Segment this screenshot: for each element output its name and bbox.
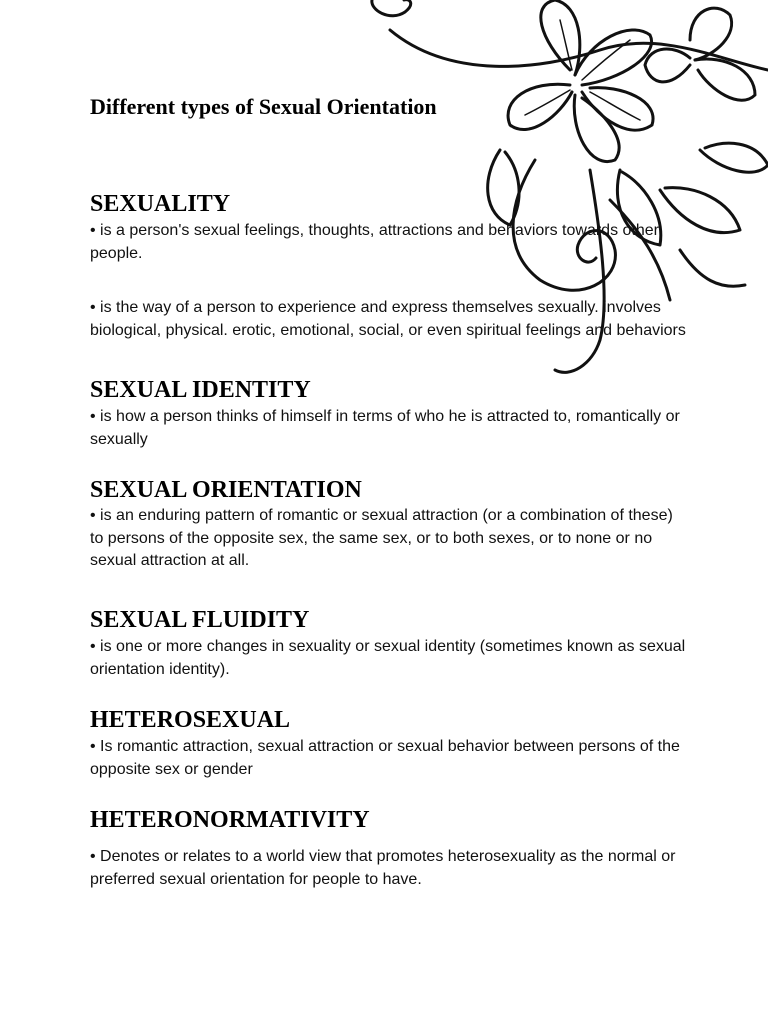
- sexuality-definition-2: • is the way of a person to experience and express themselves sexually. involves biological, physical. erotic, emotional, social, or even spiritual feelings and behaviors: [90, 299, 686, 339]
- heading-sexual-identity: SEXUAL IDENTITY: [90, 377, 311, 403]
- heading-heterosexual: HETEROSEXUAL: [90, 707, 291, 733]
- heteronormativity-definition: • Denotes or relates to a world view that promotes heterosexuality as the normal or preferred sexual orientation for people to have.: [90, 848, 676, 888]
- heading-sexual-fluidity: SEXUAL FLUIDITY: [90, 607, 310, 633]
- sexual-fluidity-definition: • is one or more changes in sexuality or sexual identity (sometimes known as sexual orientation identity).: [90, 638, 686, 678]
- heading-heteronormativity: HETERONORMATIVITY: [90, 807, 370, 833]
- sexual-orientation-definition: • is an enduring pattern of romantic or sexual attraction (or a combination of these) to persons of the opposite sex, the same sex, or to both sexes, or to none or no sexual attraction at all.: [90, 507, 673, 569]
- sexual-identity-definition: • is how a person thinks of himself in terms of who he is attracted to, romantically or sexually: [90, 408, 680, 448]
- heterosexual-definition: • Is romantic attraction, sexual attraction or sexual behavior between persons of the opposite sex or gender: [90, 738, 680, 778]
- sexuality-definition-1: • is a person's sexual feelings, thoughts, attractions and behaviors towards other people.: [90, 222, 659, 262]
- document-title: Different types of Sexual Orientation: [90, 94, 437, 119]
- heading-sexual-orientation: SEXUAL ORIENTATION: [90, 477, 362, 503]
- heading-sexuality: SEXUALITY: [90, 191, 231, 217]
